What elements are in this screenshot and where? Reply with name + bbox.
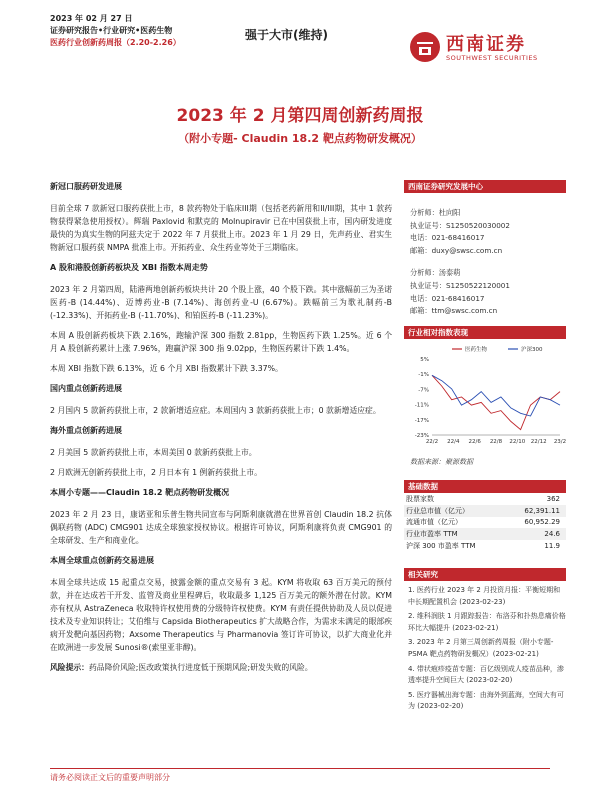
- report-subtitle: （附小专题- Claudin 18.2 靶点药物研发概况）: [178, 132, 422, 145]
- y-tick-label: -23%: [414, 433, 429, 439]
- y-tick-label: -1%: [418, 372, 429, 379]
- company-logo: [408, 30, 573, 70]
- basic-data-row: [404, 517, 566, 529]
- legend-label: 沪深300: [521, 347, 543, 353]
- report-header: [50, 13, 181, 49]
- footer-divider: [50, 768, 550, 769]
- analyst-2-email[interactable]: 邮箱：ttm@swsc.com.cn: [410, 306, 498, 316]
- related-research-title: 相关研究: [404, 568, 566, 581]
- report-title: 2023 年 2 月第四周创新药周报: [176, 106, 424, 126]
- legend-label: 医药生物: [465, 347, 488, 353]
- related-research-item[interactable]: 5. 医疗器械出海专题：由海外到蓝海，空间大有可为 (2023-02-20): [408, 690, 564, 711]
- basic-data-panel: [404, 480, 566, 552]
- rating: 强于大市(维持): [245, 28, 328, 42]
- risk-label: 风险提示：: [50, 663, 89, 672]
- basic-data-label: 沪深 300 市盈率 TTM: [406, 542, 476, 551]
- related-research-item[interactable]: 3. 2023 年 2 月第三周创新药周报（附小专题-PSMA 靶点药物研发概况）(2023-02-21): [408, 638, 554, 658]
- related-research-panel: [404, 568, 566, 716]
- x-tick-label: 22/2: [425, 439, 439, 445]
- basic-data-label: 股票家数: [406, 494, 434, 503]
- basic-data-table: [404, 493, 566, 552]
- relative-index-chart: [404, 339, 566, 453]
- basic-data-row: [404, 528, 566, 540]
- section-paragraph: 本周 XBI 指数下跌 6.13%，近 6 个月 XBI 指数累计下跌 3.37%。: [50, 364, 283, 373]
- report-date: 2023 年 02 月 27 日: [50, 14, 133, 23]
- section-paragraph: 本周 A 股创新药板块下跌 2.16%，跑输沪深 300 指数 2.81pp，生物医药下跌 1.25%。近 6 个月 A 股创新药累计上涨 7.96%，跑赢沪深 300 指 9.02pp，生物医药累计下跌 1.4%。: [50, 331, 392, 353]
- logo-text-cn: 西南证券: [446, 34, 526, 55]
- section-heading: A 股和港股创新药板块及 XBI 指数本周走势: [50, 263, 208, 272]
- series-line: [432, 375, 560, 429]
- section-heading: 海外重点创新药进展: [50, 426, 122, 435]
- research-center-title: 西南证券研究发展中心: [404, 180, 566, 193]
- y-tick-label: -7%: [418, 387, 429, 394]
- logo-icon: [408, 30, 442, 64]
- logo-text-en: SOUTHWEST SECURITIES: [446, 54, 538, 62]
- basic-data-label: 流通市值（亿元）: [406, 518, 462, 527]
- basic-data-row: [404, 493, 566, 505]
- analyst-1-email[interactable]: 邮箱：duxy@swsc.com.cn: [410, 245, 503, 255]
- x-tick-label: 22/12: [530, 439, 547, 445]
- related-research-item[interactable]: 1. 医药行业 2023 年 2 月投资月报：平衡短期和中长期配置机会 (2023-02-23): [408, 586, 561, 606]
- risk-text: 药品降价风险;医改政策执行进度低于预期风险;研发失败的风险。: [88, 663, 313, 672]
- section-heading: 本周小专题——Claudin 18.2 靶点药物研发概况: [50, 488, 230, 497]
- analyst-1: 分析师：杜向阳 执业证号：S1250520030002 电话：021-68416017 邮箱：duxy@swsc.com.cn: [410, 207, 566, 257]
- section-paragraph: 2 月国内 5 款新药获批上市，2 款新增适应症。本周国内 3 款新药获批上市；0 款新增适应症。: [50, 406, 381, 415]
- section-paragraph: 目前全球 7 款新冠口服药获批上市，8 款药物处于临床III期（包括老药新用和II/III期，其中 1 款药物获得紧急使用授权）。辉瑞 Paxlovid 和默克的 Molnupiravir 已在中国获批上市，国内研发进度最快的为真实生物的阿兹夫定于 2022 年 7 月获批上市。2023 年 1 月 29 日，先声药业、君实生物新冠口服药获 NMPA 批准上市。开拓药业、众生药业等处于三期临床。: [50, 204, 392, 252]
- x-tick-label: 22/6: [468, 439, 481, 445]
- x-tick-label: 22/8: [489, 439, 503, 445]
- basic-data-value: 362: [546, 494, 560, 503]
- x-tick-label: 23/2: [553, 439, 566, 445]
- analyst-2: 分析师：汤泰萌 执业证号：S1250522120001 电话：021-68416017 邮箱：ttm@swsc.com.cn: [410, 267, 566, 317]
- section-heading: 本周全球重点创新药交易进展: [50, 556, 154, 565]
- basic-data-title: 基础数据: [404, 480, 566, 493]
- section-paragraph: 2023 年 2 月 23 日，康诺亚和乐普生物共同宣布与阿斯利康就潜在世界首创 Claudin 18.2 抗体偶联药物 (ADC) CMG901 达成全球独家授权协议。根据许可协议，阿斯利康将负责 CMG901 的全球研发、生产和商业化。: [50, 510, 392, 545]
- section-paragraph: 2 月美国 5 款新药获批上市，本周美国 0 款新药获批上市。: [50, 448, 257, 457]
- basic-data-label: 行业市盈率 TTM: [404, 528, 506, 540]
- section-heading: 新冠口服药研发进展: [50, 182, 122, 191]
- basic-data-row: [404, 540, 566, 552]
- basic-data-value: 60,952.29: [524, 518, 560, 527]
- basic-data-label: 行业总市值（亿元）: [404, 505, 506, 517]
- chart-source: 数据来源：聚源数据: [410, 458, 473, 466]
- related-research-item[interactable]: 2. 维科润肤 1 月跟踪报告：布洛芬和扑热息痛价格环比大幅提升 (2023-02-21): [408, 612, 566, 632]
- x-tick-label: 22/10: [509, 439, 526, 445]
- y-tick-label: 5%: [420, 357, 429, 363]
- report-category: 证券研究报告•行业研究•医药生物: [50, 26, 173, 35]
- related-research-item[interactable]: 4. 带状疱疹疫苗专题：百亿级别成人疫苗品种，渗透率提升空间巨大 (2023-02-20): [408, 664, 564, 685]
- basic-data-row: [404, 505, 566, 517]
- index-chart-panel: [404, 326, 566, 467]
- risk-warning: [50, 661, 392, 674]
- section-paragraph: 2 月欧洲无创新药获批上市，2 月日本有 1 例新药获批上市。: [50, 468, 262, 477]
- report-series: 医药行业创新药周报（2.20-2.26）: [50, 38, 181, 47]
- index-chart-title: 行业相对指数表现: [404, 326, 566, 339]
- y-tick-label: -11%: [414, 402, 429, 409]
- section-paragraph: 2023 年 2 月第四周，陆港两地创新药板块共计 20 个股上涨，40 个股下跌。其中涨幅前三为圣诺医药-B (14.44%)、迈博药业-B (7.14%)、海创药业-U (6.67%)。跌幅前三为歌礼制药-B (-12.33%)、开拓药业-B (-11.70%)、和铂医药-B (-11.23%)。: [50, 285, 392, 320]
- section-paragraph: 本周全球共达成 15 起重点交易，披露金额的重点交易有 3 起。KYM 将收取 63 百万美元的预付款，并在达成若干开发、监管及商业里程碑后，收取最多 1,125 百万美元的额外潜在付款。KYM 亦有权从 AstraZeneca 收取特许权使用费的分级特许权使费。KYM 有责任提供协助及人员以促进技术及专业知识转让；艾伯维与 Capsida Biotherapeutics 扩大战略合作，为需求未满足的眼部疾病开发靶向基因药物；Axsome Therapeutics 与 Pharmanovia 签订许可协议，以扩大商业化并在欧洲进一步发展 Sunosi®(索里亚非醇)。: [50, 578, 392, 652]
- section-heading: 国内重点创新药进展: [50, 384, 122, 393]
- basic-data-value: 62,391.11: [506, 505, 566, 517]
- series-line: [432, 375, 560, 416]
- x-tick-label: 22/4: [447, 439, 460, 445]
- footer-disclaimer[interactable]: 请务必阅读正文后的重要声明部分: [50, 773, 170, 782]
- main-content: [50, 180, 392, 674]
- research-center: [404, 180, 566, 318]
- basic-data-value: 11.9: [544, 542, 560, 551]
- basic-data-value: 24.6: [506, 528, 566, 540]
- y-tick-label: -17%: [414, 417, 429, 424]
